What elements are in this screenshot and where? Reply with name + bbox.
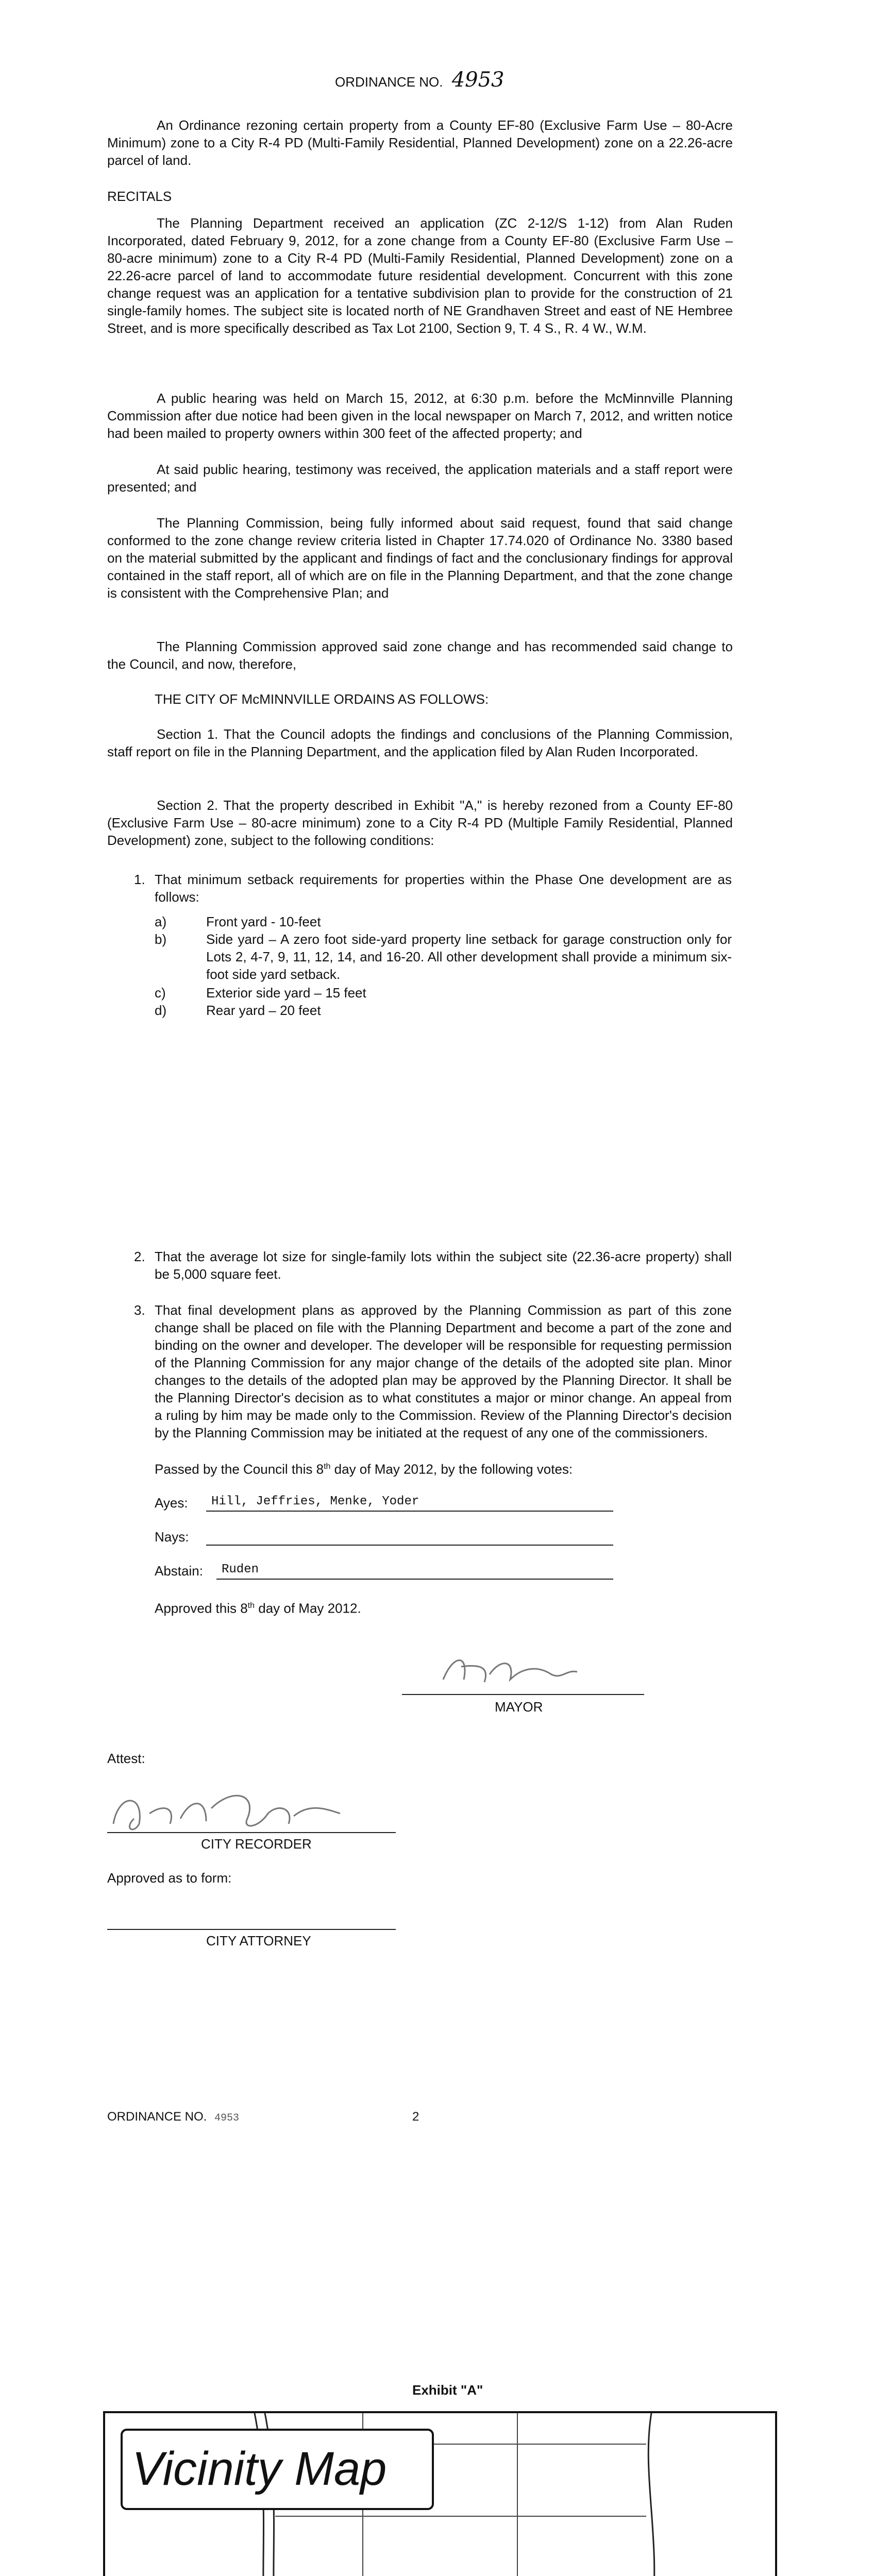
recital-paragraph-3: At said public hearing, testimony was received, the application materials and a staff report were presented; and xyxy=(107,462,733,495)
page-2-number: 2 xyxy=(412,2110,419,2124)
ayes-underline xyxy=(206,1511,613,1512)
ayes-value: Hill, Jeffries, Menke, Yoder xyxy=(211,1495,419,1509)
condition-1a: Front yard - 10-feet xyxy=(206,914,321,929)
condition-3-number: 3. xyxy=(134,1302,145,1318)
recital-paragraph-5: The Planning Commission approved said zone change and has recommended said change to the Council, and now, therefore, xyxy=(107,639,733,672)
section-2: Section 2. That the property described in Exhibit "A," is hereby rezoned from a County EF-80 (Exclusive Farm Use – 80-acre minimum) zone to a City R-4 PD (Multiple Family Residential, Planned Development) zone, subject to the following conditions: xyxy=(107,798,733,848)
attest-label: Attest: xyxy=(107,1751,145,1766)
ordinance-intro: An Ordinance rezoning certain property from a County EF-80 (Exclusive Farm Use – 80-Acre Minimum) zone to a City R-4 PD (Multi-Family Residential, Planned Development) zone on a 22.26-acre parcel of land. xyxy=(107,117,733,168)
condition-1b-label: b) xyxy=(155,931,167,947)
ordinance-number-handwritten: 4953 xyxy=(451,68,505,92)
ordinance-page-3 xyxy=(0,2215,874,2576)
recital-paragraph-1: The Planning Department received an application (ZC 2-12/S 1-12) from Alan Ruden Incorporated, dated February 9, 2012, for a zone change from a County EF-80 (Exclusive Farm Use – 80-acre minimum) zone to a City R-4 PD (Multi-Family Residential, Planned Development) zone on a 22.26-acre parcel of land to accommodate future residential development. Concurrent with this zone change request was an application for a tentative subdivision plan to provide for the construction of 21 single-family homes. The subject site is located north of NE Grandhaven Street and east of NE Hembree Street, and is more specifically described as Tax Lot 2100, Section 9, T. 4 S., R. 4 W., W.M. xyxy=(107,215,733,336)
condition-1b: Side yard – A zero foot side-yard property line setback for garage construction only for Lots 2, 4-7, 9, 11, 12, 14, and 16-20. All other development shall provide a minimum six-foot side yard setback. xyxy=(206,931,732,982)
city-attorney-signature-line xyxy=(107,1929,396,1930)
condition-1d-label: d) xyxy=(155,1003,167,1018)
condition-1c-label: c) xyxy=(155,985,166,1001)
ordinance-label: ORDINANCE NO. xyxy=(335,74,443,90)
condition-1c: Exterior side yard – 15 feet xyxy=(206,985,366,1001)
exhibit-title: Exhibit "A" xyxy=(412,2382,483,2398)
condition-1-number: 1. xyxy=(134,872,145,887)
vicinity-map xyxy=(103,2411,777,2576)
map-title-box xyxy=(121,2429,434,2510)
section-1: Section 1. That the Council adopts the findings and conclusions of the Planning Commission, staff report on file in the Planning Department, and the application filed by Alan Ruden Incorporated. xyxy=(107,726,733,759)
abstain-label: Abstain: xyxy=(155,1563,203,1579)
nays-underline xyxy=(206,1545,613,1546)
mayor-signature xyxy=(433,1643,587,1700)
page-2-footer: ORDINANCE NO. 4953 xyxy=(107,2110,240,2124)
ordains-heading: THE CITY OF McMINNVILLE ORDAINS AS FOLLOWS: xyxy=(155,691,489,707)
ordinance-heading xyxy=(335,68,505,92)
ayes-label: Ayes: xyxy=(155,1495,188,1511)
map-title: Vicinity Map xyxy=(132,2443,387,2495)
nays-label: Nays: xyxy=(155,1529,189,1545)
recitals-heading: RECITALS xyxy=(107,189,172,204)
condition-1: That minimum setback requirements for properties within the Phase One development are as follows: xyxy=(155,872,732,905)
city-recorder-label: CITY RECORDER xyxy=(201,1836,312,1852)
condition-1d: Rear yard – 20 feet xyxy=(206,1003,321,1018)
condition-1a-label: a) xyxy=(155,914,167,929)
mayor-signature-line xyxy=(402,1694,644,1695)
abstain-value: Ruden xyxy=(222,1563,259,1577)
abstain-underline xyxy=(216,1579,613,1580)
passed-line: Passed by the Council this 8th day of May 2012, by the following votes: xyxy=(155,1461,573,1477)
recital-paragraph-2: A public hearing was held on March 15, 2012, at 6:30 p.m. before the McMinnville Planning Commission after due notice had been given in the local newspaper on March 7, 2012, and written notice had been mailed to property owners within 300 feet of the affected property; and xyxy=(107,391,733,441)
city-recorder-signature-line xyxy=(107,1832,396,1833)
city-attorney-label: CITY ATTORNEY xyxy=(206,1933,311,1948)
condition-2: That the average lot size for single-family lots within the subject site (22.36-acre property) shall be 5,000 square feet. xyxy=(155,1249,732,1282)
condition-2-number: 2. xyxy=(134,1249,145,1264)
mayor-label: MAYOR xyxy=(495,1699,543,1715)
condition-3: That final development plans as approved by the Planning Commission as part of this zone change shall be placed on file with the Planning Department and become a part of the zone and binding on the owner and developer. The developer will be responsible for requesting permission of the Planning Commission for any major change of the details of the adopted site plan. Minor changes to the details of the adopted plan may be approved by the Planning Director. It shall be the Planning Director's decision as to what constitutes a major or minor change. An appeal from a ruling by him may be made only to the Commission. Review of the Planning Director's decision by the Planning Commission may be initiated at the request of any one of the commissioners. xyxy=(155,1302,732,1440)
approved-line: Approved this 8th day of May 2012. xyxy=(155,1600,361,1616)
recital-paragraph-4: The Planning Commission, being fully informed about said request, found that said change conformed to the zone change review criteria listed in Chapter 17.74.020 of Ordinance No. 3380 based on the material submitted by the applicant and findings of fact and the conclusionary findings for approval contained in the staff report, all of which are on file in the Planning Department, and that the zone change is consistent with the Comprehensive Plan; and xyxy=(107,515,733,601)
approved-as-to-form-label: Approved as to form: xyxy=(107,1870,232,1886)
